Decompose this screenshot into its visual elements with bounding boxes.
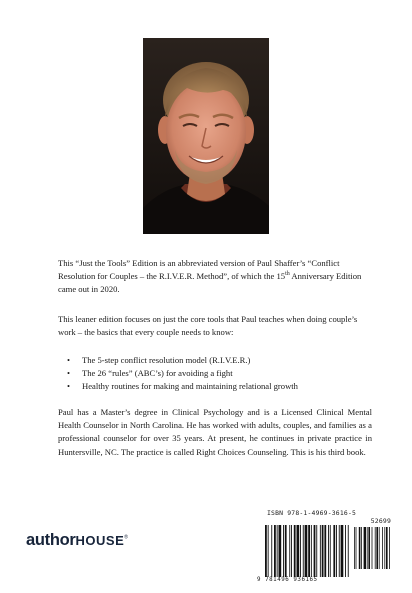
author-portrait-image xyxy=(143,38,269,234)
barcode-number: 9 781496 936165 xyxy=(257,577,318,583)
edition-paragraph: This leaner edition focuses on just the core tools that Paul teaches when doing couple’s work – the basics that every couple needs to know: xyxy=(58,314,358,338)
barcode-bar xyxy=(330,525,331,577)
barcode-bar xyxy=(274,525,276,577)
barcode-bar xyxy=(285,525,287,577)
barcode-bar xyxy=(279,525,282,577)
barcode-bar xyxy=(320,525,321,577)
isbn-label xyxy=(267,509,391,525)
addon-bar xyxy=(376,527,378,569)
barcode-bar xyxy=(314,525,316,577)
barcode-bar xyxy=(283,525,284,577)
publisher-logo xyxy=(26,531,128,550)
barcode-bar xyxy=(341,525,344,577)
barcode-bar xyxy=(291,525,292,577)
barcode-bar xyxy=(289,525,290,577)
barcode-bar xyxy=(305,525,308,577)
publisher-logo-word: author xyxy=(26,531,76,549)
addon-bar xyxy=(361,527,362,569)
barcode-bar xyxy=(300,525,301,577)
addon-bar xyxy=(386,527,388,569)
barcode-bar xyxy=(333,525,335,577)
addon-bar xyxy=(368,527,370,569)
registered-mark: ® xyxy=(124,534,128,541)
barcode-bar xyxy=(324,525,326,577)
barcode-bar xyxy=(265,525,267,577)
price-code: 52699 xyxy=(370,517,391,525)
addon-bar xyxy=(359,527,361,569)
barcode-bar xyxy=(294,525,296,577)
addon-bar xyxy=(382,527,383,569)
barcode-bar xyxy=(271,525,272,577)
isbn-number: ISBN 978-1-4969-3616-5 xyxy=(267,509,357,517)
barcode-bar xyxy=(339,525,340,577)
barcode xyxy=(257,525,393,577)
addon-bar xyxy=(367,527,368,569)
intro-paragraph xyxy=(58,257,372,297)
barcode-bar xyxy=(277,525,278,577)
author-photo xyxy=(143,38,269,234)
barcode-bar xyxy=(348,525,349,577)
publisher-logo-house: HOUSE xyxy=(75,533,125,548)
list-item: • The 5-step conflict resolution model (R.I.V.E.R.) xyxy=(67,354,298,367)
topics-list xyxy=(67,354,298,393)
barcode-bar xyxy=(308,525,310,577)
barcode-bar xyxy=(311,525,312,577)
addon-bar xyxy=(356,527,357,569)
addon-bar xyxy=(372,527,373,569)
barcode-bar xyxy=(336,525,337,577)
addon-bar xyxy=(379,527,380,569)
ordinal-suffix: th xyxy=(285,271,290,278)
barcode-bar xyxy=(297,525,300,577)
list-item: • Healthy routines for making and maintaining relational growth xyxy=(67,380,298,393)
addon-bar xyxy=(384,527,385,569)
addon-bar xyxy=(375,527,376,569)
barcode-bar xyxy=(268,525,269,577)
author-bio-paragraph: Paul has a Master’s degree in Clinical Psychology and is a Licensed Clinical Mental Health Counselor in North Carolina. He has worked with adults, couples, and families as a professional counselor for over 35 years. At present, he continues in private practice in Huntersville, NC. The practice is called Right Choices Counseling. This is his third book. xyxy=(58,407,372,457)
barcode-bar xyxy=(303,525,304,577)
barcode-bar xyxy=(316,525,317,577)
addon-bar xyxy=(354,527,355,569)
barcode-bar xyxy=(328,525,329,577)
addon-bar xyxy=(364,527,366,569)
intro-text-end: Anniversary Edition came out in 2020. xyxy=(58,271,362,295)
barcode-bar xyxy=(345,525,346,577)
intro-text: This “Just the Tools” Edition is an abbreviated version of Paul Shaffer’s “Conflict Resolution for Couples – the R.I.V.E.R. Method”, of which the 15 xyxy=(58,258,340,282)
list-item: • The 26 “rules” (ABC’s) for avoiding a fight xyxy=(67,367,298,380)
barcode-bar xyxy=(322,525,324,577)
addon-bar xyxy=(389,527,390,569)
